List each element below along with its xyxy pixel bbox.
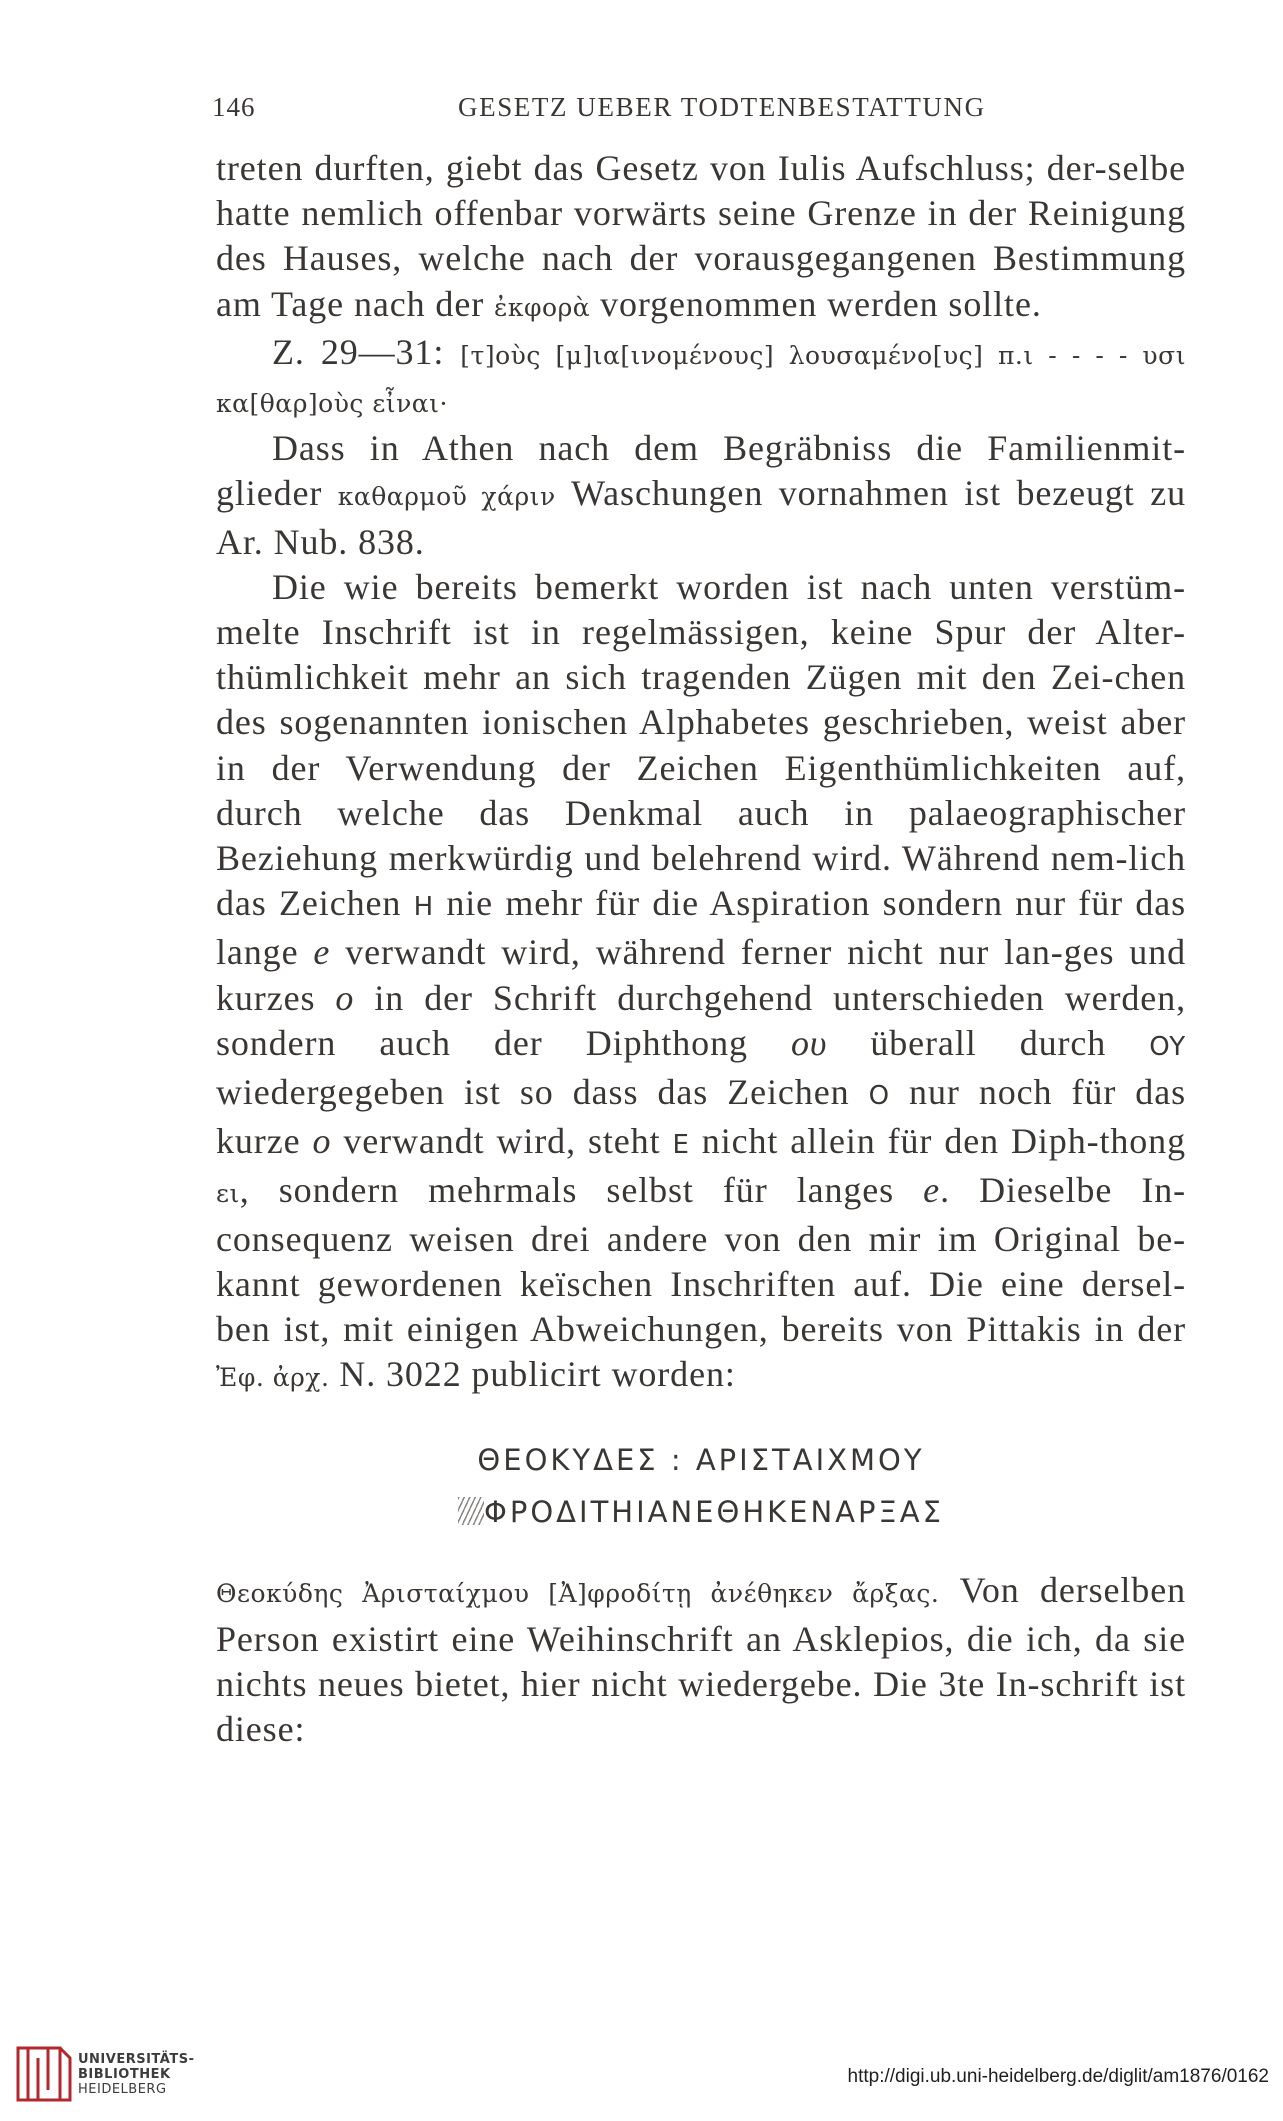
body-text [216, 146, 1186, 1752]
inscription-letter: E [672, 1130, 690, 1161]
greek-term: ἐκφορὰ [494, 292, 591, 322]
paragraph-2: Z. 29—31: [τ]οὺς [μ]ια[ινομένους] λουσαμένο[υς] π.ι - - - - υσι κα[θαρ]οὺς εἶναι· [216, 331, 1186, 419]
inscription-transcription [216, 1434, 1186, 1538]
digitization-footer [0, 2030, 1283, 2121]
lacuna-hatch-icon [458, 1497, 484, 1525]
inscription-letter: OY [1149, 1031, 1186, 1062]
greek-abbreviation: Ἐφ. ἀρχ. [216, 1363, 330, 1393]
greek-term: καθαρμοῦ χάριν [337, 482, 556, 512]
library-name: UNIVERSITÄTS- BIBLIOTHEK HEIDELBERG [78, 2052, 195, 2097]
inscription-line-1: ΘΕΟΚΥΔΕΣ : ΑΡΙΣΤΑΙΧΜΟΥ [477, 1443, 925, 1478]
permalink-url[interactable]: http://digi.ub.uni-heidelberg.de/diglit/am1876/0162 [847, 2066, 1269, 2087]
page-number: 146 [212, 92, 256, 122]
library-logo-icon [14, 2044, 74, 2104]
paragraph-4: Die wie bereits bemerkt worden ist nach unten verstüm-melte Inschrift ist in regelmässigen, keine Spur der Alter-thümlichkeit mehr an sich tragenden Zügen mit den Zei-chen des sogenannten ionischen Alphabetes geschrieben, weist aber in der Verwendung der Zeichen Eigenthümlichkeiten auf, durch welche das Denkmal auch in palaeographischer Beziehung merkwürdig und belehrend wird. Während nem-lich das Zeichen H nie mehr für die Aspiration sondern nur für das lange e verwandt wird, während ferner nicht nur lan-ges und kurzes o in der Schrift durchgehend unterschieden werden, sondern auch der Diphthong ου überall durch OY wiedergegeben ist so dass das Zeichen O nur noch für das kurze o verwandt wird, steht E nicht allein für den Diph-thong ει, sondern mehrmals selbst für langes e. Dieselbe In-consequenz weisen drei andere von den mir im Original be-kannt gewordenen keïschen Inschriften auf. Die eine dersel-ben ist, mit einigen Abweichungen, bereits von Pittakis in der Ἐφ. ἀρχ. N. 3022 publicirt worden: [216, 566, 1187, 1395]
paragraph-5: Θεοκύδης Ἀρισταίχμου [Ἀ]φροδίτῃ ἀνέθηκεν ἄρξας. Von derselben Person existirt eine Weihinschrift an Asklepios, die ich, da sie nichts neues bietet, hier nicht wiedergebe. Die 3te In-schrift ist diese: [216, 1570, 1186, 1750]
inscription-line-2: ΦΡΟΔΙΤΗΙΑΝΕΘΗΚΕΝΑΡΞΑΣ [216, 1486, 1186, 1538]
inscription-letter: H [413, 892, 435, 923]
inscription-letter: O [868, 1081, 890, 1112]
greek-quote: [τ]οὺς [μ]ια[ινομένους] λουσαμένο[υς] π.ι - - - - υσι κα[θαρ]οὺς εἶναι· [216, 340, 1186, 419]
running-title: GESETZ UEBER TODTENBESTATTUNG [458, 92, 986, 122]
page-header [212, 92, 1178, 132]
greek-transcription: Θεοκύδης Ἀρισταίχμου [Ἀ]φροδίτῃ ἀνέθηκεν ἄρξας. [216, 1579, 940, 1609]
paragraph-1: treten durften, giebt das Gesetz von Iulis Aufschluss; der-selbe hatte nemlich offenbar vorwärts seine Grenze in der Reinigung des Hauses, welche nach der vorausgegangenen Bestimmung am Tage nach der ἐκφορὰ vorgenommen werden sollte. [216, 148, 1186, 324]
paragraph-3: Dass in Athen nach dem Begräbniss die Familienmit-glieder καθαρμοῦ χάριν Waschungen vornahmen ist bezeugt zu Ar. Nub. 838. [216, 428, 1186, 562]
